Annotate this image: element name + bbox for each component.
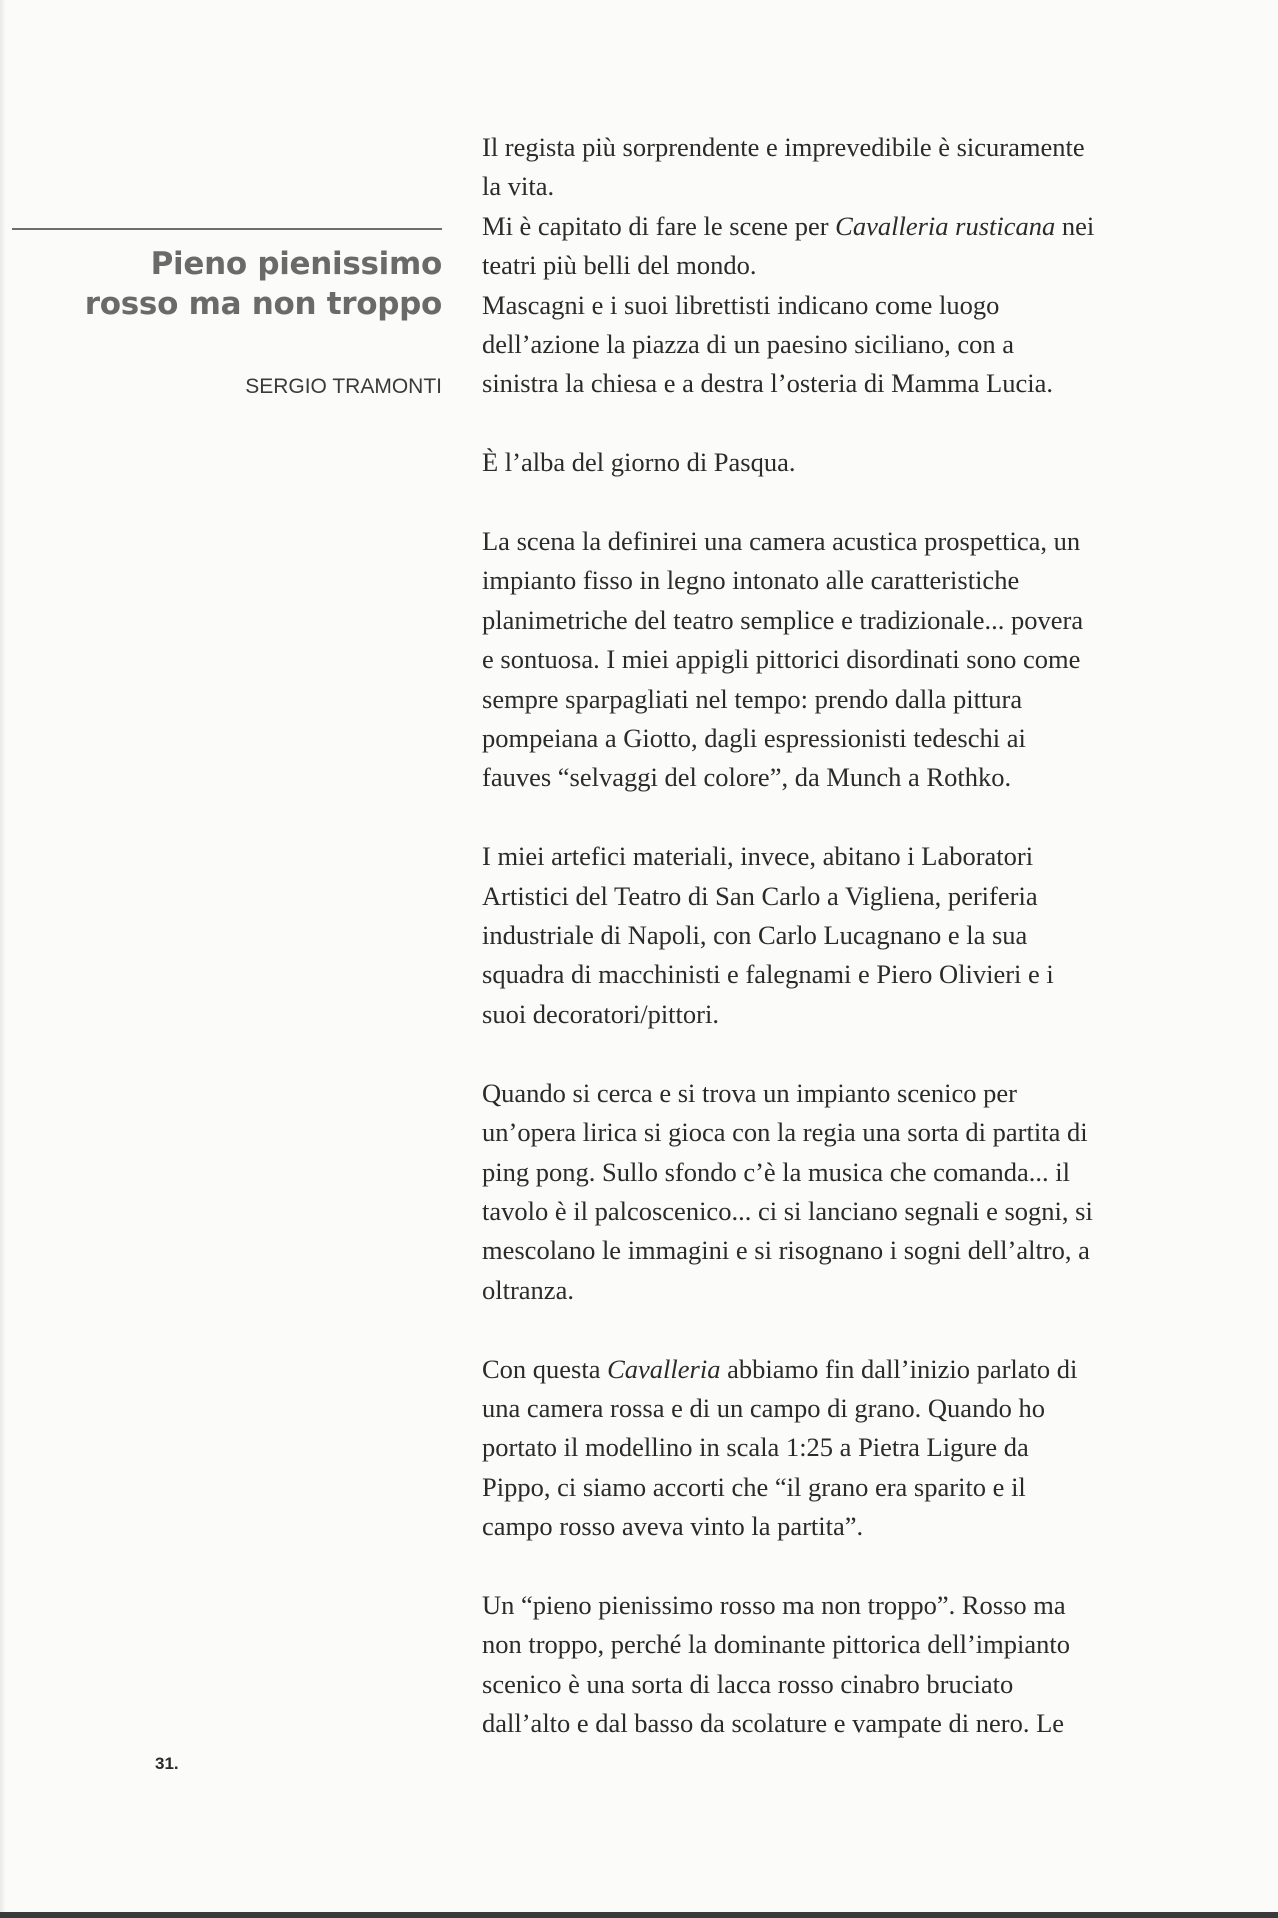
text-line bbox=[482, 680, 1182, 719]
text-run: squadra di macchinisti e falegnami e Piero Olivieri e i bbox=[482, 959, 1054, 990]
text-run: pompeiana a Giotto, dagli espressionisti tedeschi ai bbox=[482, 723, 1026, 754]
body-paragraph bbox=[482, 837, 1182, 1034]
text-run: dell’azione la piazza di un paesino siciliano, con a bbox=[482, 329, 1014, 360]
text-line bbox=[482, 719, 1182, 758]
text-run: Mi è capitato di fare le scene per bbox=[482, 210, 836, 241]
page-number: 31. bbox=[155, 1754, 179, 1773]
text-run: sinistra la chiesa e a destra l’osteria di Mamma Lucia. bbox=[482, 368, 1054, 399]
text-line bbox=[482, 601, 1182, 640]
text-line bbox=[482, 364, 1182, 403]
page-edge-shadow bbox=[0, 0, 6, 1918]
text-run: Mascagni e i suoi librettisti indicano come luogo bbox=[482, 289, 1000, 320]
body-paragraph bbox=[482, 522, 1182, 798]
text-line bbox=[482, 877, 1182, 916]
author-name: SERGIO TRAMONTI bbox=[245, 375, 442, 398]
text-line bbox=[482, 758, 1182, 797]
text-line bbox=[482, 286, 1182, 325]
text-line bbox=[482, 1350, 1182, 1389]
text-run: scenico è una sorta di lacca rosso cinabro bruciato bbox=[482, 1668, 1014, 1699]
text-line bbox=[482, 128, 1182, 167]
text-line bbox=[482, 207, 1182, 246]
text-run: I miei artefici materiali, invece, abitano i Laboratori bbox=[482, 841, 1034, 872]
text-run: dall’alto e dal basso da scolature e vampate di nero. Le bbox=[482, 1708, 1065, 1739]
text-run: nei bbox=[1055, 210, 1095, 241]
text-line bbox=[482, 1113, 1182, 1152]
text-run: industriale di Napoli, con Carlo Lucagnano e la sua bbox=[482, 920, 1028, 951]
heading-rule bbox=[12, 228, 442, 230]
text-run: e sontuosa. I miei appigli pittorici disordinati sono come bbox=[482, 644, 1081, 675]
text-line bbox=[482, 1389, 1182, 1428]
text-run: planimetriche del teatro semplice e tradizionale... povera bbox=[482, 604, 1084, 635]
text-line bbox=[482, 246, 1182, 285]
text-line bbox=[482, 955, 1182, 994]
text-run: Un “pieno pienissimo rosso ma non troppo”. Rosso ma bbox=[482, 1589, 1066, 1620]
body-paragraph bbox=[482, 1350, 1182, 1547]
text-run: ping pong. Sullo sfondo c’è la musica che comanda... il bbox=[482, 1156, 1071, 1187]
text-run: oltranza. bbox=[482, 1274, 574, 1305]
text-line bbox=[482, 1428, 1182, 1467]
text-run: un’opera lirica si gioca con la regia una sorta di partita di bbox=[482, 1117, 1088, 1148]
body-paragraph bbox=[482, 1074, 1182, 1310]
text-line bbox=[482, 995, 1182, 1034]
text-line bbox=[482, 1665, 1182, 1704]
text-run: La scena la definirei una camera acustica prospettica, un bbox=[482, 526, 1081, 557]
text-line bbox=[482, 1507, 1182, 1546]
text-run: Quando si cerca e si trova un impianto scenico per bbox=[482, 1077, 1017, 1108]
text-run: Il regista più sorprendente e imprevedibile è sicuramente bbox=[482, 132, 1085, 162]
text-run: abbiamo fin dall’inizio parlato di bbox=[720, 1353, 1078, 1384]
article-title-line-2: rosso ma non troppo bbox=[84, 286, 442, 322]
text-line bbox=[482, 522, 1182, 561]
text-run: tavolo è il palcoscenico... ci si lanciano segnali e sogni, si bbox=[482, 1195, 1093, 1226]
article-body bbox=[482, 128, 1182, 1744]
article-title bbox=[22, 244, 442, 324]
page-edge-bottom bbox=[0, 1912, 1278, 1918]
text-line bbox=[482, 325, 1182, 364]
text-run: la vita. bbox=[482, 171, 555, 202]
text-line bbox=[482, 1074, 1182, 1113]
text-run: suoi decoratori/pittori. bbox=[482, 998, 719, 1029]
text-run: campo rosso aveva vinto la partita”. bbox=[482, 1511, 864, 1542]
text-line bbox=[482, 443, 1182, 482]
text-run: una camera rossa e di un campo di grano. Quando ho bbox=[482, 1392, 1045, 1423]
text-line bbox=[482, 561, 1182, 600]
italic-title: Cavalleria bbox=[607, 1353, 721, 1384]
body-paragraph bbox=[482, 128, 1182, 404]
text-line bbox=[482, 1192, 1182, 1231]
text-run: È l’alba del giorno di Pasqua. bbox=[482, 447, 796, 478]
text-line bbox=[482, 837, 1182, 876]
text-line bbox=[482, 1231, 1182, 1270]
text-line bbox=[482, 1704, 1182, 1743]
text-run: fauves “selvaggi del colore”, da Munch a Rothko. bbox=[482, 762, 1012, 793]
body-paragraph bbox=[482, 1586, 1182, 1744]
text-run: portato il modellino in scala 1:25 a Pietra Ligure da bbox=[482, 1432, 1029, 1463]
text-run: Con questa bbox=[482, 1353, 608, 1384]
text-line bbox=[482, 1625, 1182, 1664]
body-paragraph bbox=[482, 443, 1182, 482]
text-run: sempre sparpagliati nel tempo: prendo dalla pittura bbox=[482, 683, 1023, 714]
text-run: non troppo, perché la dominante pittorica dell’impianto bbox=[482, 1629, 1070, 1660]
text-line bbox=[482, 1468, 1182, 1507]
text-line bbox=[482, 916, 1182, 955]
text-run: Artistici del Teatro di San Carlo a Vigliena, periferia bbox=[482, 880, 1038, 911]
text-line bbox=[482, 640, 1182, 679]
text-line bbox=[482, 1586, 1182, 1625]
text-line bbox=[482, 1153, 1182, 1192]
italic-title: Cavalleria rusticana bbox=[835, 210, 1056, 241]
text-run: Pippo, ci siamo accorti che “il grano era sparito e il bbox=[482, 1471, 1026, 1502]
article-title-line-1: Pieno pienissimo bbox=[150, 246, 442, 282]
text-line bbox=[482, 167, 1182, 206]
text-run: impianto fisso in legno intonato alle caratteristiche bbox=[482, 565, 1020, 596]
text-line bbox=[482, 1271, 1182, 1310]
text-run: teatri più belli del mondo. bbox=[482, 250, 757, 281]
text-run: mescolano le immagini e si risognano i sogni dell’altro, a bbox=[482, 1235, 1090, 1266]
